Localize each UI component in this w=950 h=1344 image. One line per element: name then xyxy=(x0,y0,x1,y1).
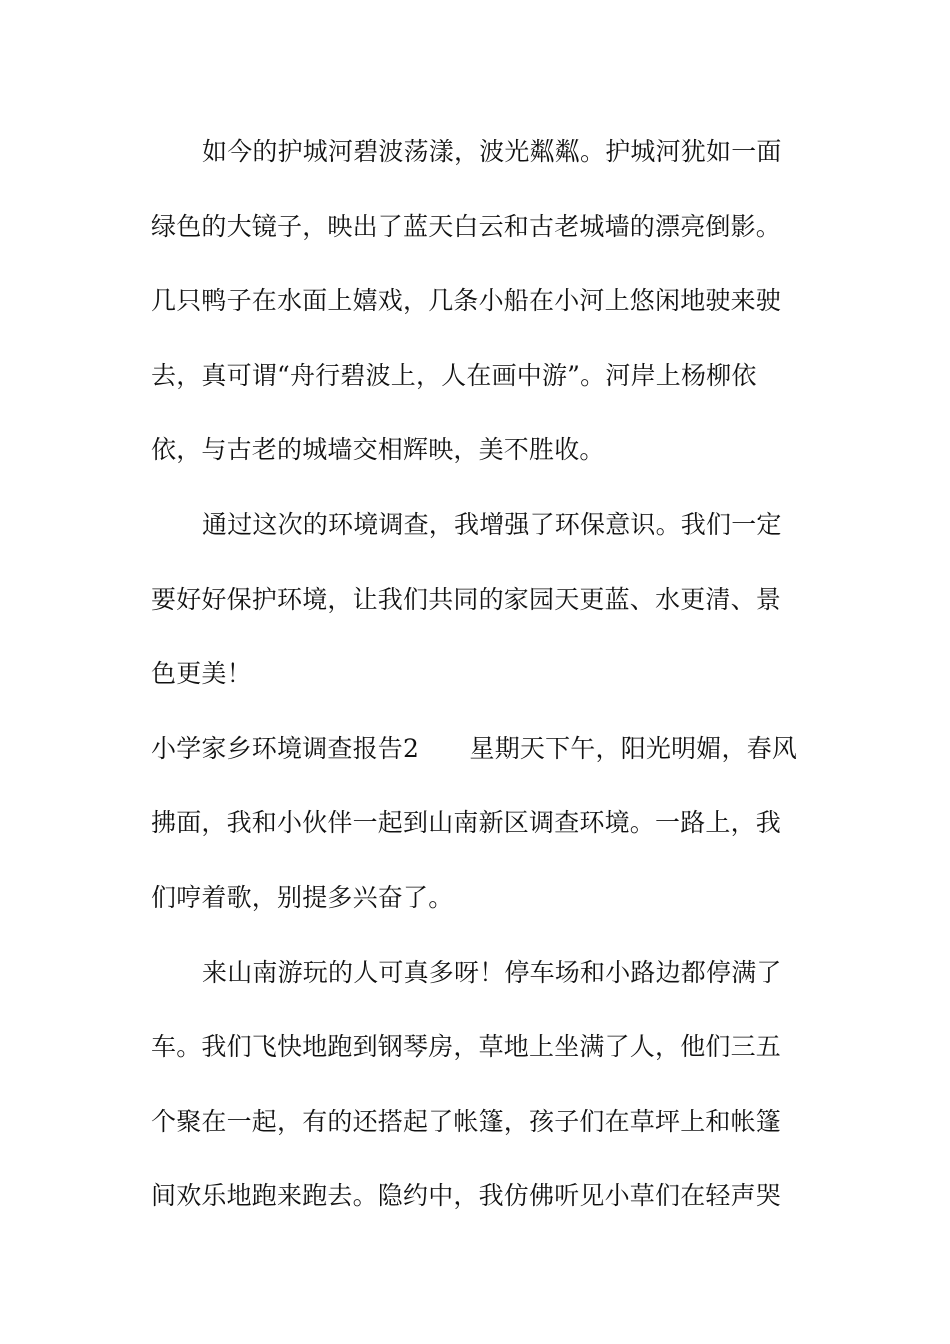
paragraph-line: 车。我们飞快地跑到钢琴房，草地上坐满了人，他们三五 xyxy=(151,1032,782,1061)
paragraph-line: 间欢乐地跑来跑去。隐约中，我仿佛听见小草们在轻声哭 xyxy=(151,1181,782,1210)
report-heading-line: 小学家乡环境调查报告2 星期天下午，阳光明媚，春风 xyxy=(151,734,798,763)
paragraph-line: 绿色的大镜子，映出了蓝天白云和古老城墙的漂亮倒影。 xyxy=(151,212,782,241)
paragraph-line: 要好好保护环境，让我们共同的家园天更蓝、水更清、景 xyxy=(151,585,782,614)
paragraph-line: 去，真可谓“舟行碧波上，人在画中游”。河岸上杨柳依 xyxy=(151,361,757,390)
paragraph-line: 色更美！ xyxy=(151,659,252,688)
paragraph-line: 拂面，我和小伙伴一起到山南新区调查环境。一路上，我 xyxy=(151,808,782,837)
paragraph-line: 如今的护城河碧波荡漾，波光粼粼。护城河犹如一面 xyxy=(202,137,782,166)
paragraph-line: 依，与古老的城墙交相辉映，美不胜收。 xyxy=(151,435,605,464)
paragraph-line: 通过这次的环境调查，我增强了环保意识。我们一定 xyxy=(202,510,782,539)
paragraph-line: 来山南游玩的人可真多呀！停车场和小路边都停满了 xyxy=(202,958,782,987)
paragraph-line: 几只鸭子在水面上嬉戏，几条小船在小河上悠闲地驶来驶 xyxy=(151,286,782,315)
paragraph-line: 个聚在一起，有的还搭起了帐篷，孩子们在草坪上和帐篷 xyxy=(151,1107,782,1136)
paragraph-line: 们哼着歌，别提多兴奋了。 xyxy=(151,883,454,912)
